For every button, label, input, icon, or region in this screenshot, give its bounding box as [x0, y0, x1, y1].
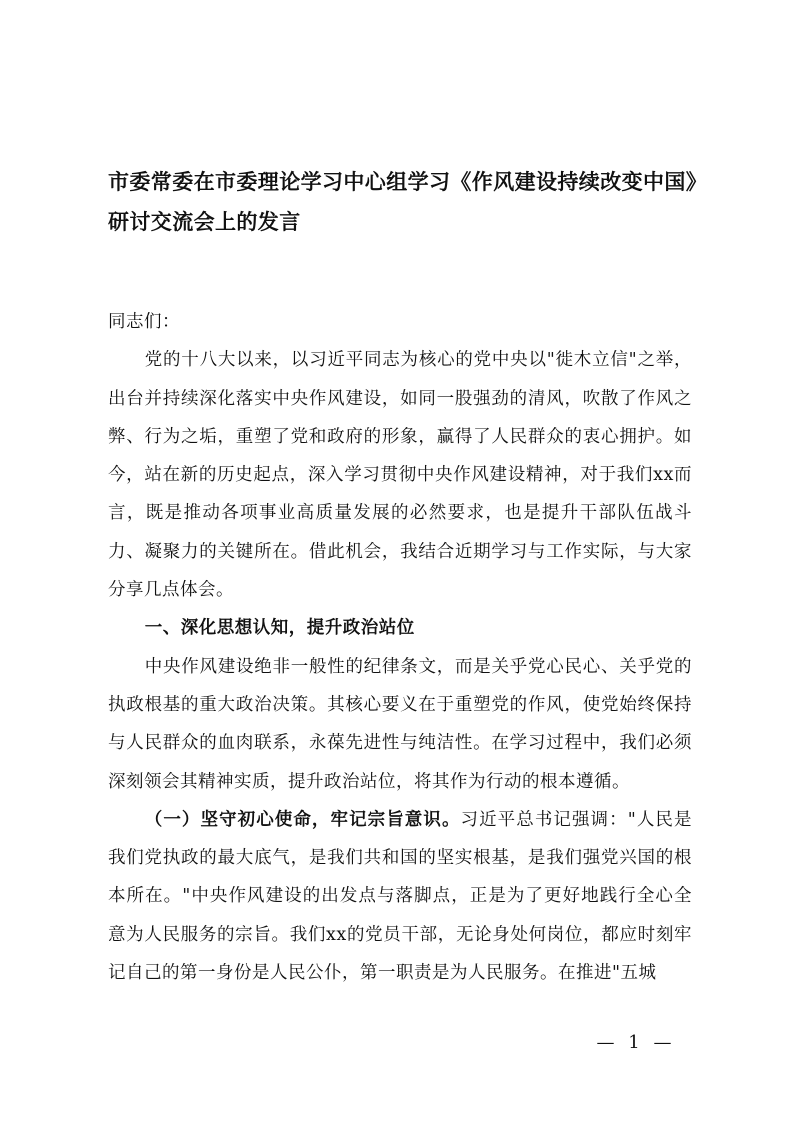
salutation: 同志们： [108, 312, 180, 332]
subsection-1-paragraph [108, 801, 692, 992]
document-body [108, 303, 692, 992]
intro-paragraph: 党的十八大以来，以习近平同志为核心的党中央以"徙木立信"之举，出台并持续深化落实中央作风建设，如同一股强劲的清风，吹散了作风之弊、行为之垢，重塑了党和政府的形象，赢得了人民群众的衷心拥护。如今，站在新的历史起点，深入学习贯彻中央作风建设精神，对于我们xx而言，既是推动各项事业高质量发展的必然要求，也是提升干部队伍战斗力、凝聚力的关键所在。借此机会，我结合近期学习与工作实际，与大家分享几点体会。 [108, 350, 692, 601]
section-heading-1: 一、深化思想认知，提升政治站位 [144, 618, 415, 639]
subsection-1-body: 习近平总书记强调："人民是我们党执政的最大底气，是我们共和国的坚实根基，是我们强党兴国的根本所在。"中央作风建设的出发点与落脚点，正是为了更好地践行全心全意为人民服务的宗旨。我们xx的党员干部，无论身处何岗位，都应时刻牢记自己的第一身份是人民公仆，第一职责是为人民服务。在推进"五城 [108, 809, 692, 984]
subsection-1-lead: （一）坚守初心使命，牢记宗旨意识。 [144, 809, 461, 830]
section-1-paragraph: 中央作风建设绝非一般性的纪律条文，而是关乎党心民心、关乎党的执政根基的重大政治决策。其核心要义在于重塑党的作风，使党始终保持与人民群众的血肉联系，永葆先进性与纯洁性。在学习过程中，我们必须深刻领会其精神实质，提升政治站位，将其作为行动的根本遵循。 [108, 656, 692, 792]
page-number: — 1 — [596, 1032, 676, 1053]
document-title: 市委常委在市委理论学习中心组学习《作风建设持续改变中国》研讨交流会上的发言 [108, 170, 708, 234]
